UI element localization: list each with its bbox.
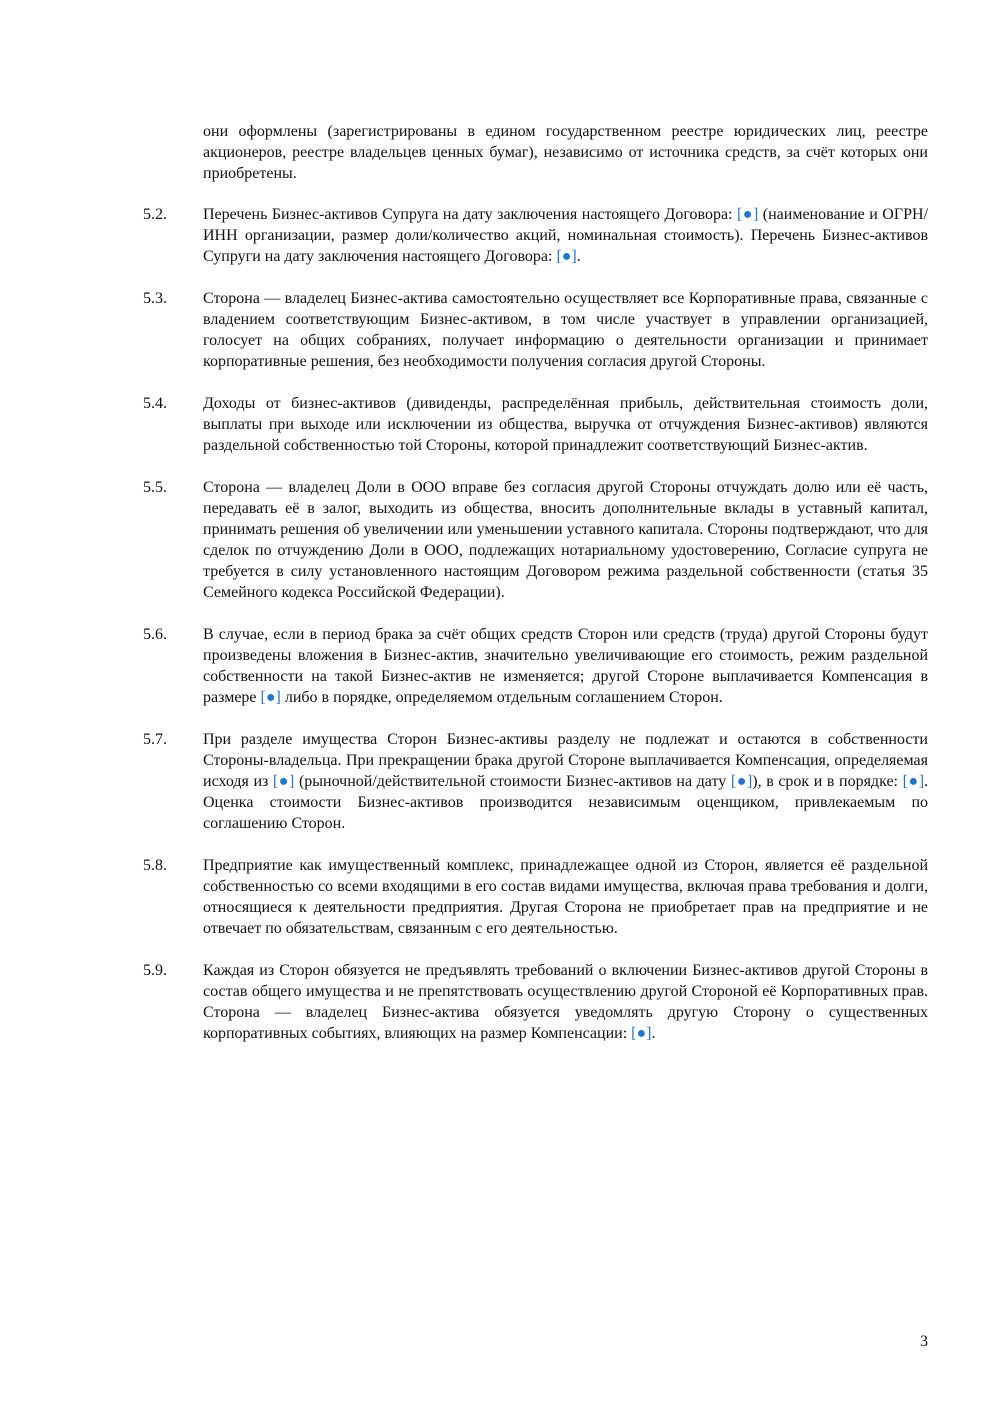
clause-text [203,731,928,832]
text-segment: Предприятие как имущественный комплекс, принадлежащее одной из Сторон, является её раздельной собственностью со всеми входящими в его состав видами имущества, включая права требования и долги, относящиеся к деятельности предприятия. Другая Сторона не приобретает прав на предприятие и не отвечает по обязательствам, связанным с его деятельностью. [203,857,928,937]
text-segment: (рыночной/действительной стоимости Бизнес-активов на дату [294,773,731,790]
text-segment: . [651,1025,656,1042]
clause-number: 5.2. [143,206,167,223]
placeholder-marker: [●] [736,206,759,223]
text-segment: . Оценка стоимости Бизнес-активов производится независимым оценщиком, привлекаемым по соглашению Сторон. [203,773,929,832]
text-segment: . [576,248,581,265]
text-segment: (наименование и ОГРН/ИНН организации, размер доли/количество акций, номинальная стоимость). Перечень Бизнес-активов Супруги на дату заключения настоящего Договора: [203,206,929,265]
clause-number: 5.7. [143,731,167,748]
clause-5-7 [143,729,928,834]
text-segment: Сторона — владелец Бизнес-актива самостоятельно осуществляет все Корпоративные права, связанные с владением соответствующим Бизнес-активом, в том числе участвует в управлении организацией, голосует на общих собраниях, получает информацию о деятельности организации и принимает корпоративные решения, без необходимости получения согласия другой Стороны. [203,290,928,370]
clause-text [203,962,928,1042]
clause-number: 5.8. [143,857,167,874]
clause-number: 5.9. [143,962,167,979]
text-segment: Каждая из Сторон обязуется не предъявлять требований о включении Бизнес-активов другой Стороны в состав общего имущества и не препятствовать осуществлению другой Стороной её Корпоративных прав. Сторона — владелец Бизнес-актива обязуется уведомлять другую Сторону о существенных корпоративных событиях, влияющих на размер Компенсации: [203,962,928,1042]
text-segment: Доходы от бизнес-активов (дивиденды, распределённая прибыль, действительная стоимость доли, выплаты при выходе или исключении из общества, выручка от отчуждения Бизнес-активов) являются раздельной собственностью той Стороны, которой принадлежит соответствующий Бизнес-актив. [203,395,928,454]
clause-text [203,290,928,370]
page-number: 3 [920,1333,928,1350]
text-segment: Сторона — владелец Доли в ООО вправе без согласия другой Стороны отчуждать долю или её часть, передавать её в залог, выходить из общества, вносить дополнительные вклады в уставный капитал, принимать решения об увеличении или уменьшении уставного капитала. Стороны подтверждают, что для сделок по отчуждению Доли в ООО, подлежащих нотариальному удостоверению, Согласие супруга не требуется в силу установленного настоящим Договором режима раздельной собственности (статья 35 Семейного кодекса Российской Федерации). [203,479,928,601]
placeholder-marker: [●] [902,773,925,790]
clause-5-8 [143,855,928,939]
clause-number: 5.6. [143,626,167,643]
clause-5-2 [143,204,928,267]
clause-5-6 [143,624,928,708]
clause-5-3 [143,288,928,372]
continued-paragraph [143,121,928,184]
paragraph-text: они оформлены (зарегистрированы в едином государственном реестре юридических лиц, реестре акционеров, реестре владельцев ценных бумаг), независимо от источника средств, за счёт которых они приобретены. [203,123,928,182]
clause-text [203,395,928,454]
text-segment: ), в срок и в порядке: [752,773,903,790]
clause-5-4 [143,393,928,456]
clause-text [203,626,928,706]
text-segment: Перечень Бизнес-активов Супруга на дату заключения настоящего Договора: [203,206,737,223]
placeholder-marker: [●] [730,773,753,790]
clause-number: 5.4. [143,395,167,412]
text-segment: В случае, если в период брака за счёт общих средств Сторон или средств (труда) другой Стороны будут произведены вложения в Бизнес-актив, значительно увеличивающие его стоимость, режим раздельной собственности на такой Бизнес-актив не изменяется; другой Стороне выплачивается Компенсация в размере [203,626,928,706]
clause-5-9 [143,960,928,1044]
clause-number: 5.5. [143,479,167,496]
text-segment: При разделе имущества Сторон Бизнес-активы разделу не подлежат и остаются в собственности Стороны-владельца. При прекращении брака другой Стороне выплачивается Компенсация, определяемая исходя из [203,731,928,790]
clause-5-5 [143,477,928,603]
placeholder-marker: [●] [272,773,295,790]
placeholder-marker: [●] [556,248,577,265]
clause-number: 5.3. [143,290,167,307]
document-body [143,121,928,1065]
placeholder-marker: [●] [631,1025,652,1042]
clause-text [203,857,928,937]
clause-text [203,206,928,265]
text-segment: либо в порядке, определяемом отдельным соглашением Сторон. [280,689,723,706]
placeholder-marker: [●] [260,689,281,706]
clause-text [203,479,928,601]
